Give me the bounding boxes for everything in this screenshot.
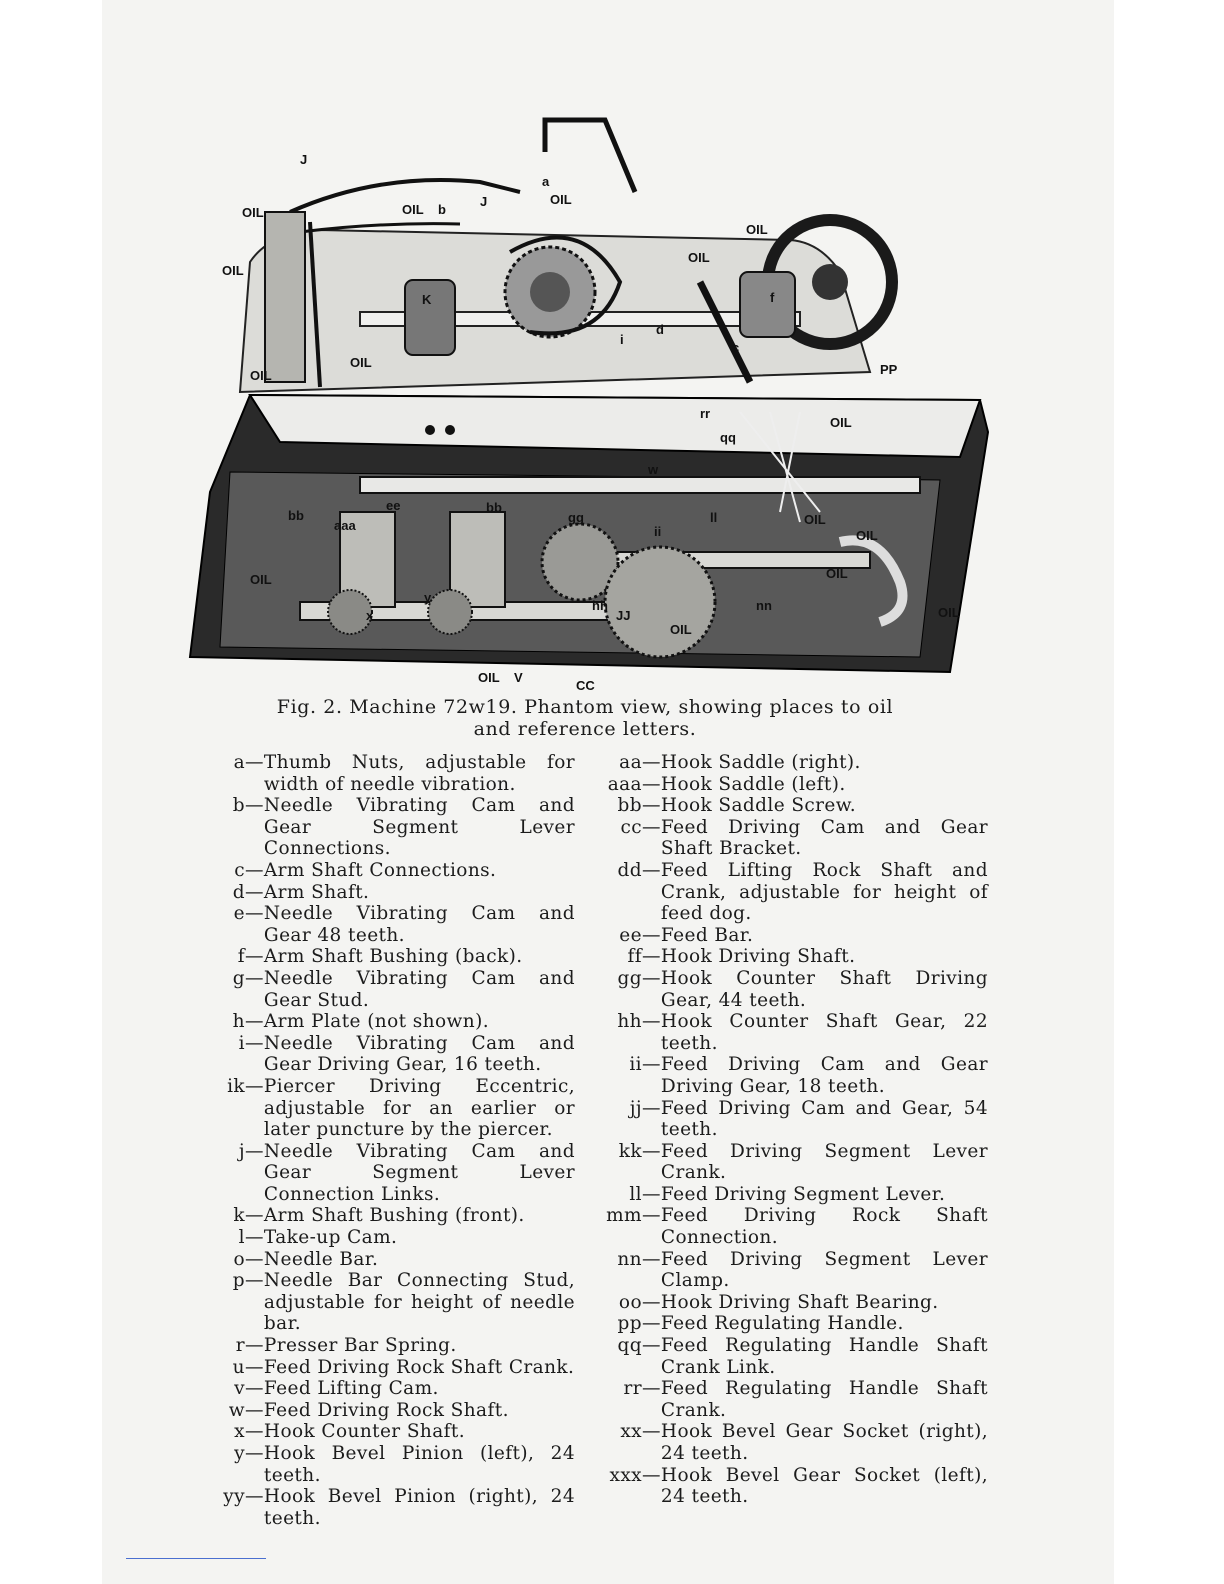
legend-key: a xyxy=(233,752,245,773)
legend-description: Piercer Driving Eccentric, adjustable for an earlier or later puncture by the piercer. xyxy=(263,1075,575,1141)
legend-entry: ik — Piercer Driving Eccentric, adjustable for an earlier or later puncture by the piercer. xyxy=(205,1076,575,1141)
callout: OIL xyxy=(250,368,272,383)
callout: OIL xyxy=(746,222,768,237)
legend-description: Feed Regulating Handle Shaft Crank Link. xyxy=(660,1335,988,1378)
legend-description: Hook Counter Shaft Gear, 22 teeth. xyxy=(660,1011,988,1054)
needle-bar-head xyxy=(265,212,305,382)
callout: ii xyxy=(654,524,662,539)
legend-key: e xyxy=(233,903,245,925)
callout: JJ xyxy=(616,608,631,623)
legend-key: r xyxy=(235,1335,245,1357)
legend-key: qq xyxy=(617,1335,642,1357)
legend-key: x xyxy=(234,1421,245,1443)
legend-description: Needle Bar. xyxy=(263,1248,379,1270)
callout: a xyxy=(542,174,550,189)
machine-drawing xyxy=(180,112,1000,692)
legend-description: Hook Driving Shaft. xyxy=(660,946,856,968)
legend-entry: i — Needle Vibrating Cam and Gear Driving Gear, 16 teeth. xyxy=(205,1033,575,1076)
legend-key: c xyxy=(234,859,245,881)
legend-key: l xyxy=(238,1227,245,1249)
legend-description: Arm Shaft. xyxy=(263,881,370,903)
callout: bb xyxy=(486,500,502,515)
legend-key: k xyxy=(233,1205,245,1227)
legend-description: Hook Saddle (right). xyxy=(660,752,861,773)
legend-entry: cc — Feed Driving Cam and Gear Shaft Bracket. xyxy=(602,817,988,860)
legend-key: d xyxy=(232,881,245,903)
legend-entry: r — Presser Bar Spring. xyxy=(205,1335,575,1357)
footnote-rule xyxy=(126,1558,266,1559)
legend-entry: p — Needle Bar Connecting Stud, adjustable for height of needle bar. xyxy=(205,1270,575,1335)
legend-key: mm xyxy=(606,1205,642,1227)
callout: OIL xyxy=(804,512,826,527)
legend-description: Arm Plate (not shown). xyxy=(263,1011,489,1033)
legend-description: Feed Driving Rock Shaft Connection. xyxy=(660,1205,988,1249)
legend-description: Hook Driving Shaft Bearing. xyxy=(660,1291,939,1313)
feed-driving-rock-shaft xyxy=(360,477,920,493)
legend-key: g xyxy=(232,967,245,989)
legend-key: ll xyxy=(629,1183,642,1205)
legend-key: ii xyxy=(629,1054,642,1076)
legend-entry: x — Hook Counter Shaft. xyxy=(205,1421,575,1443)
legend-entry: w — Feed Driving Rock Shaft. xyxy=(205,1400,575,1422)
legend-entry: kk — Feed Driving Segment Lever Crank. xyxy=(602,1141,988,1184)
legend-key: y xyxy=(234,1443,245,1464)
legend-description: Hook Counter Shaft Driving Gear, 44 teeth. xyxy=(660,967,988,1011)
callout: bb xyxy=(288,508,304,523)
legend-description: Feed Lifting Cam. xyxy=(263,1378,439,1400)
legend-entry: c — Arm Shaft Connections. xyxy=(205,860,575,882)
legend-entry: ee — Feed Bar. xyxy=(602,925,988,947)
legend-key: ff xyxy=(627,946,642,968)
caption-line-1: Fig. 2. Machine 72w19. Phantom view, showing places to oil xyxy=(276,696,894,718)
legend-description: Needle Vibrating Cam and Gear Segment Lever Connection Links. xyxy=(263,1140,575,1205)
legend-entry: nn — Feed Driving Segment Lever Clamp. xyxy=(602,1249,988,1292)
legend-key: gg xyxy=(617,967,642,989)
legend-description: Feed Driving Rock Shaft. xyxy=(263,1399,509,1421)
legend-entry: xxx — Hook Bevel Gear Socket (left), 24 teeth. xyxy=(602,1465,988,1508)
legend-key: i xyxy=(238,1032,245,1054)
legend-key: nn xyxy=(617,1248,642,1270)
legend-right-column xyxy=(602,752,988,1508)
callout: OIL xyxy=(688,250,710,265)
legend-description: Feed Driving Cam and Gear Driving Gear, 18 teeth. xyxy=(660,1054,988,1097)
feed-driving-cam-gear xyxy=(605,547,715,657)
callout: OIL xyxy=(856,528,878,543)
callout: y xyxy=(424,590,432,605)
legend-entry: l — Take-up Cam. xyxy=(205,1227,575,1249)
legend-description: Arm Shaft Bushing (front). xyxy=(263,1205,525,1227)
legend-description: Needle Vibrating Cam and Gear Stud. xyxy=(263,967,575,1011)
legend-key: w xyxy=(228,1399,245,1421)
legend-entry: yy — Hook Bevel Pinion (right), 24 teeth. xyxy=(205,1486,575,1529)
legend-entry: u — Feed Driving Rock Shaft Crank. xyxy=(205,1357,575,1379)
legend-key: h xyxy=(232,1011,245,1033)
legend-key: xxx xyxy=(609,1464,642,1486)
legend-entry: xx — Hook Bevel Gear Socket (right), 24 teeth. xyxy=(602,1421,988,1464)
legend-description: Feed Driving Segment Lever. xyxy=(660,1183,946,1205)
legend-description: Feed Driving Rock Shaft Crank. xyxy=(263,1356,575,1378)
callout: f xyxy=(770,290,775,305)
callout: OIL xyxy=(826,566,848,581)
callout: w xyxy=(648,462,659,477)
callout: gg xyxy=(568,510,584,525)
legend-description: Needle Vibrating Cam and Gear 48 teeth. xyxy=(263,903,575,946)
callout: K xyxy=(422,292,432,307)
legend-description: Hook Bevel Pinion (right), 24 teeth. xyxy=(263,1486,575,1529)
legend-entry: rr — Feed Regulating Handle Shaft Crank. xyxy=(602,1378,988,1421)
callout: hh xyxy=(592,598,608,613)
legend-description: Feed Driving Cam and Gear Shaft Bracket. xyxy=(660,816,988,860)
callout: d xyxy=(656,322,664,337)
legend-description: Needle Vibrating Cam and Gear Segment Lever Connections. xyxy=(263,795,575,860)
legend-entry: d — Arm Shaft. xyxy=(205,882,575,904)
arm-shaft-bushing-back xyxy=(740,272,795,337)
legend-key: xx xyxy=(620,1421,642,1443)
legend-key: j xyxy=(238,1140,245,1162)
legend-key: b xyxy=(232,795,245,817)
legend-description: Arm Shaft Connections. xyxy=(263,859,497,881)
legend-key: bb xyxy=(617,795,642,817)
legend-description: Hook Saddle Screw. xyxy=(660,795,857,817)
legend-key: aaa xyxy=(607,773,642,795)
callout: PP xyxy=(880,362,898,377)
callout: OIL xyxy=(938,605,960,620)
hook-bevel-pinion-right xyxy=(428,590,472,634)
legend-entry: j — Needle Vibrating Cam and Gear Segment Lever Connection Links. xyxy=(205,1141,575,1206)
legend-description: Hook Bevel Pinion (left), 24 teeth. xyxy=(263,1443,575,1486)
legend-entry: jj — Feed Driving Cam and Gear, 54 teeth. xyxy=(602,1098,988,1141)
legend-key: cc xyxy=(620,816,642,838)
legend-entry: bb — Hook Saddle Screw. xyxy=(602,795,988,817)
legend-description: Presser Bar Spring. xyxy=(263,1335,457,1357)
legend-entry: y — Hook Bevel Pinion (left), 24 teeth. xyxy=(205,1443,575,1486)
callout: OIL xyxy=(478,670,500,685)
callout: OIL xyxy=(830,415,852,430)
legend-key: aa xyxy=(619,752,642,773)
legend-key: yy xyxy=(223,1486,245,1508)
legend-key: f xyxy=(237,946,245,968)
callout: OIL xyxy=(242,205,264,220)
callout: OIL xyxy=(350,355,372,370)
legend-entry: e — Needle Vibrating Cam and Gear 48 teeth. xyxy=(205,903,575,946)
legend-entry: o — Needle Bar. xyxy=(205,1249,575,1271)
legend-description: Hook Bevel Gear Socket (left), 24 teeth. xyxy=(660,1464,988,1508)
legend-description: Feed Driving Segment Lever Clamp. xyxy=(660,1248,988,1292)
legend-description: Thumb Nuts, adjustable for width of needle vibration. xyxy=(263,752,575,795)
callout: OIL xyxy=(222,263,244,278)
callout: V xyxy=(514,670,523,685)
legend-description: Hook Counter Shaft. xyxy=(263,1421,466,1443)
needle-vibrating-cam xyxy=(530,272,570,312)
legend-key: ee xyxy=(619,924,642,946)
plate-screw xyxy=(425,425,435,435)
callout: b xyxy=(438,202,446,217)
legend-key: v xyxy=(234,1378,245,1400)
legend-entry: b — Needle Vibrating Cam and Gear Segment Lever Connections. xyxy=(205,795,575,860)
legend-key: p xyxy=(232,1270,245,1292)
legend-entry: a — Thumb Nuts, adjustable for width of needle vibration. xyxy=(205,752,575,795)
legend-entry: ll — Feed Driving Segment Lever. xyxy=(602,1184,988,1206)
legend-entry: oo — Hook Driving Shaft Bearing. xyxy=(602,1292,988,1314)
legend-description: Feed Regulating Handle. xyxy=(660,1313,904,1335)
callout: rr xyxy=(700,406,711,421)
callout: x xyxy=(366,608,374,623)
callout: i xyxy=(620,332,624,347)
legend-key: kk xyxy=(618,1140,642,1162)
legend-key: ik xyxy=(227,1075,245,1097)
callout: OIL xyxy=(250,572,272,587)
figure-caption xyxy=(240,696,930,740)
callout: J xyxy=(480,194,488,209)
legend-key: rr xyxy=(623,1378,642,1400)
callout: ll xyxy=(710,510,718,525)
legend-description: Feed Bar. xyxy=(660,924,754,946)
legend-entry: aa — Hook Saddle (right). xyxy=(602,752,988,774)
legend-description: Arm Shaft Bushing (back). xyxy=(263,946,523,968)
legend-entry: h — Arm Plate (not shown). xyxy=(205,1011,575,1033)
legend-key: dd xyxy=(617,859,642,881)
legend-entry: v — Feed Lifting Cam. xyxy=(205,1378,575,1400)
plate-screw xyxy=(445,425,455,435)
legend-entry: pp — Feed Regulating Handle. xyxy=(602,1313,988,1335)
legend-description: Hook Bevel Gear Socket (right), 24 teeth. xyxy=(660,1421,988,1464)
legend-entry: g — Needle Vibrating Cam and Gear Stud. xyxy=(205,968,575,1011)
callout: aaa xyxy=(334,518,356,533)
legend-description: Feed Lifting Rock Shaft and Crank, adjustable for height of feed dog. xyxy=(660,859,988,925)
legend-key: o xyxy=(233,1248,245,1270)
callout: OIL xyxy=(402,202,424,217)
legend-description: Take-up Cam. xyxy=(263,1227,398,1249)
legend-entry: k — Arm Shaft Bushing (front). xyxy=(205,1205,575,1227)
handwheel-hub xyxy=(812,264,848,300)
legend-description: Feed Driving Cam and Gear, 54 teeth. xyxy=(660,1097,988,1141)
lifter-handle xyxy=(545,120,635,192)
legend-description: Feed Regulating Handle Shaft Crank. xyxy=(660,1378,988,1421)
legend-left-column xyxy=(205,752,575,1529)
legend-entry: qq — Feed Regulating Handle Shaft Crank Link. xyxy=(602,1335,988,1378)
legend-entry: hh — Hook Counter Shaft Gear, 22 teeth. xyxy=(602,1011,988,1054)
legend-entry: aaa — Hook Saddle (left). xyxy=(602,774,988,796)
callout: J xyxy=(300,152,308,167)
legend-description: Needle Vibrating Cam and Gear Driving Gear, 16 teeth. xyxy=(263,1032,575,1076)
legend-key: oo xyxy=(618,1291,642,1313)
legend-description: Needle Bar Connecting Stud, adjustable for height of needle bar. xyxy=(263,1270,575,1335)
legend-entry: f — Arm Shaft Bushing (back). xyxy=(205,946,575,968)
legend-entry: ii — Feed Driving Cam and Gear Driving Gear, 18 teeth. xyxy=(602,1054,988,1097)
callout: c xyxy=(732,340,740,355)
legend-entry: mm — Feed Driving Rock Shaft Connection. xyxy=(602,1205,988,1248)
callout: nn xyxy=(756,598,772,613)
machine-phantom-view-illustration xyxy=(180,112,1000,692)
legend-entry: gg — Hook Counter Shaft Driving Gear, 44 teeth. xyxy=(602,968,988,1011)
callout: OIL xyxy=(550,192,572,207)
legend-key: jj xyxy=(629,1097,642,1119)
legend-entry: dd — Feed Lifting Rock Shaft and Crank, adjustable for height of feed dog. xyxy=(602,860,988,925)
legend-description: Hook Saddle (left). xyxy=(660,773,846,795)
callout: ee xyxy=(386,498,401,513)
legend-key: u xyxy=(232,1356,245,1378)
callout: OIL xyxy=(670,622,692,637)
caption-line-2: and reference letters. xyxy=(473,718,697,740)
legend-key: hh xyxy=(617,1011,642,1033)
legend-key: pp xyxy=(617,1313,642,1335)
callout: CC xyxy=(576,678,595,692)
legend-entry: ff — Hook Driving Shaft. xyxy=(602,946,988,968)
callout: qq xyxy=(720,430,736,445)
legend-description: Feed Driving Segment Lever Crank. xyxy=(660,1140,988,1184)
